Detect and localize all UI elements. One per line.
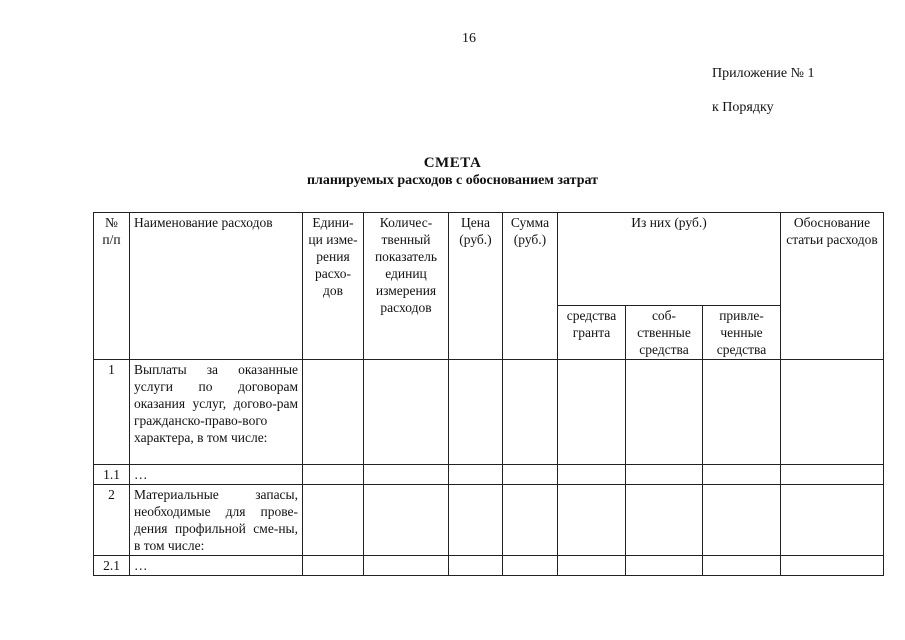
table-cell (781, 556, 884, 576)
table-cell (626, 465, 703, 485)
table-cell (503, 360, 558, 465)
table-row (94, 465, 884, 485)
table-cell (703, 556, 781, 576)
header-sum: Сумма (руб.) (503, 213, 558, 360)
table-cell (703, 485, 781, 556)
table-row (94, 485, 884, 556)
row-num: 1.1 (94, 465, 130, 485)
table-row (94, 556, 884, 576)
table-cell (781, 360, 884, 465)
table-cell (558, 360, 626, 465)
row-name: … (130, 465, 303, 485)
appendix-label: Приложение № 1 (712, 66, 815, 81)
table-cell (626, 556, 703, 576)
table-cell (626, 485, 703, 556)
table-cell (781, 465, 884, 485)
header-price: Цена (руб.) (449, 213, 503, 360)
table-cell (303, 465, 364, 485)
appendix-reference: к Порядку (712, 100, 774, 115)
row-num: 2 (94, 485, 130, 556)
row-num: 2.1 (94, 556, 130, 576)
header-grant-funds: средства гранта (558, 306, 626, 360)
table-cell (449, 485, 503, 556)
header-justification: Обоснование статьи расходов (781, 213, 884, 360)
table-cell (449, 465, 503, 485)
table-cell (558, 465, 626, 485)
table-header-row (94, 213, 884, 306)
table-cell (503, 556, 558, 576)
row-num: 1 (94, 360, 130, 465)
row-name: … (130, 556, 303, 576)
table-cell (626, 360, 703, 465)
header-num: № п/п (94, 213, 130, 360)
table-cell (303, 485, 364, 556)
table-cell (364, 360, 449, 465)
row-name: Выплаты за оказанные услуги по договорам оказания услуг, догово-рам гражданско-право-вого характера, в том числе: (130, 360, 303, 465)
table-cell (364, 465, 449, 485)
header-own-funds: соб-ственные средства (626, 306, 703, 360)
row-name: Материальные запасы, необходимые для прове-дения профильной сме-ны, в том числе: (130, 485, 303, 556)
table-cell (558, 485, 626, 556)
table-cell (303, 556, 364, 576)
header-name: Наименование расходов (130, 213, 303, 360)
table-cell (558, 556, 626, 576)
header-unit: Едини-ци изме-рения расхо-дов (303, 213, 364, 360)
document-title: СМЕТА (423, 155, 482, 171)
table-cell (303, 360, 364, 465)
estimate-table (93, 212, 884, 576)
page-number: 16 (462, 31, 476, 46)
table-cell (449, 556, 503, 576)
table-cell (781, 485, 884, 556)
header-of-which: Из них (руб.) (558, 213, 781, 306)
table-cell (503, 465, 558, 485)
document-subtitle: планируемых расходов с обоснованием затрат (306, 173, 599, 188)
table-cell (703, 360, 781, 465)
header-attracted-funds: привле-ченные средства (703, 306, 781, 360)
table-cell (703, 465, 781, 485)
table-cell (364, 485, 449, 556)
table-cell (364, 556, 449, 576)
table-cell (503, 485, 558, 556)
table-cell (449, 360, 503, 465)
header-quantity: Количес-твенный показатель единиц измерения расходов (364, 213, 449, 360)
table-row (94, 360, 884, 465)
